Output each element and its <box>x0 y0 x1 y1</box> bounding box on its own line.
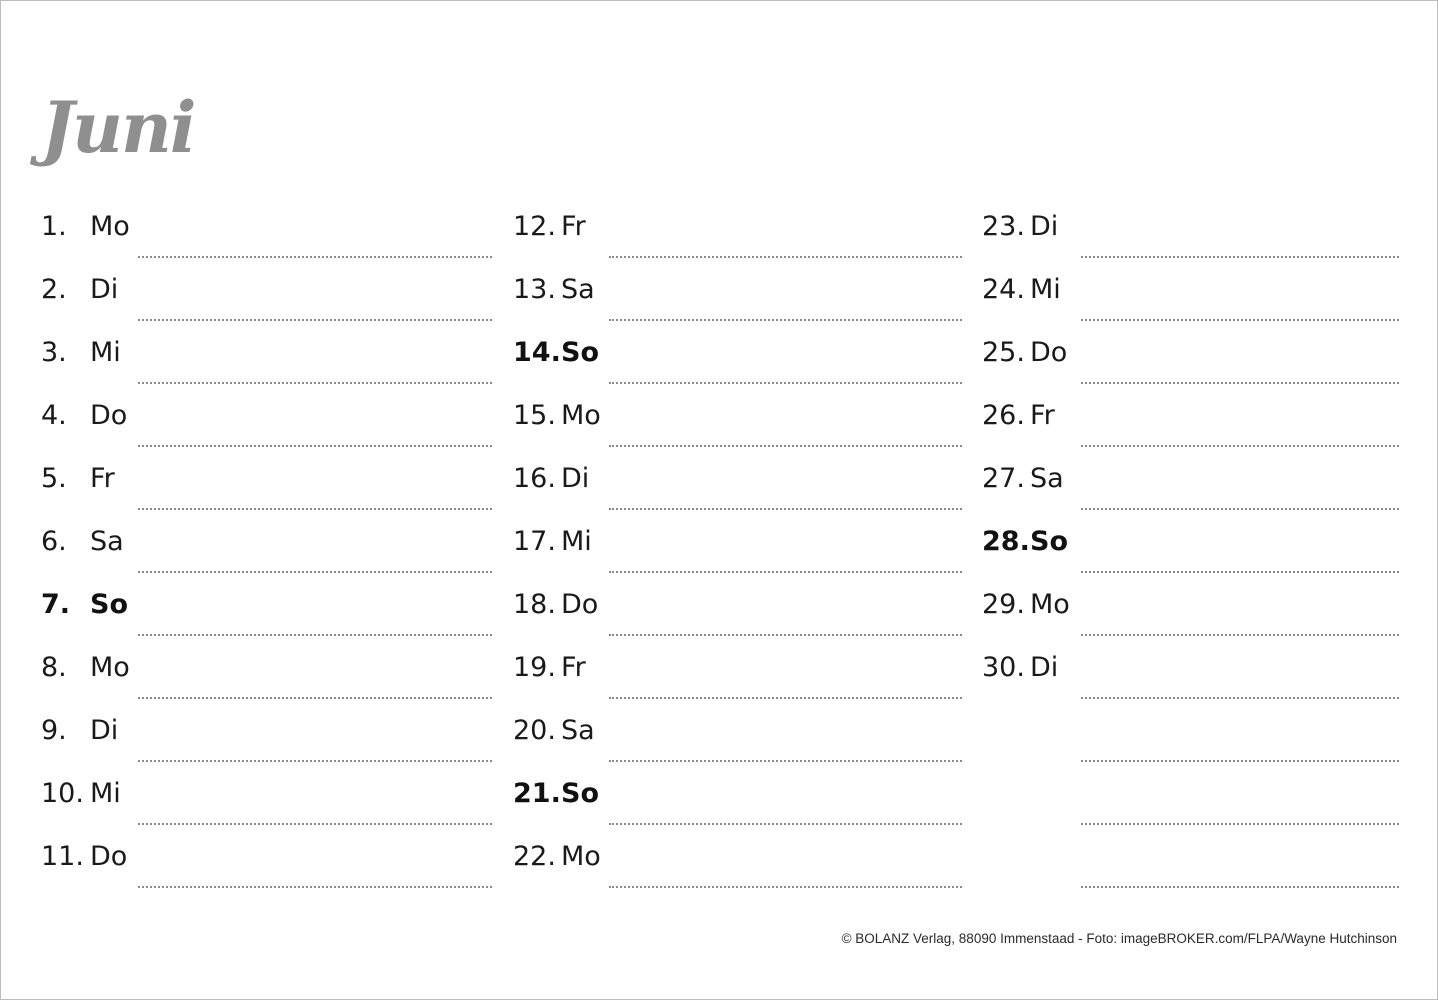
day-number: 5. <box>41 463 67 494</box>
weekday-name: Di <box>561 463 590 494</box>
day-label <box>982 654 1058 681</box>
dotted-writing-line[interactable] <box>138 571 492 573</box>
day-label <box>41 465 115 492</box>
weekday-name: Mo <box>561 400 601 431</box>
month-title: Juni <box>41 86 195 169</box>
day-label <box>513 717 595 744</box>
weekday-name: Sa <box>561 715 595 746</box>
dotted-writing-line[interactable] <box>1081 382 1399 384</box>
day-number: 13. <box>513 274 556 305</box>
day-label <box>41 717 118 744</box>
day-label <box>41 213 130 240</box>
weekday-name: So <box>1030 526 1068 557</box>
dotted-writing-line[interactable] <box>609 508 962 510</box>
day-label <box>41 591 128 618</box>
dotted-writing-line[interactable] <box>1081 634 1399 636</box>
dotted-writing-line[interactable] <box>138 256 492 258</box>
day-number: 3. <box>41 337 67 368</box>
day-number: 1. <box>41 211 67 242</box>
weekday-name: Do <box>90 400 128 431</box>
dotted-writing-line[interactable] <box>609 886 962 888</box>
dotted-writing-line[interactable] <box>138 508 492 510</box>
weekday-name: Di <box>90 274 119 305</box>
day-label <box>513 843 601 870</box>
dotted-writing-line[interactable] <box>138 760 492 762</box>
dotted-writing-line[interactable] <box>138 634 492 636</box>
day-label <box>982 402 1055 429</box>
weekday-name: Do <box>1030 337 1068 368</box>
dotted-writing-line[interactable] <box>609 823 962 825</box>
dotted-writing-line[interactable] <box>609 571 962 573</box>
day-label <box>41 276 118 303</box>
day-label <box>982 276 1061 303</box>
weekday-name: Fr <box>1030 400 1055 431</box>
day-label <box>982 591 1070 618</box>
dotted-writing-line[interactable] <box>1081 445 1399 447</box>
weekday-name: Fr <box>561 652 586 683</box>
day-label <box>982 780 1030 807</box>
dotted-writing-line[interactable] <box>1081 697 1399 699</box>
day-number: 6. <box>41 526 67 557</box>
dotted-writing-line[interactable] <box>609 697 962 699</box>
day-number: 29. <box>982 589 1025 620</box>
weekday-name: Do <box>561 589 599 620</box>
day-number: 27. <box>982 463 1025 494</box>
day-number: 2. <box>41 274 67 305</box>
day-number: 17. <box>513 526 556 557</box>
dotted-writing-line[interactable] <box>1081 571 1399 573</box>
dotted-writing-line[interactable] <box>609 634 962 636</box>
weekday-name: Mo <box>1030 589 1070 620</box>
day-label <box>982 339 1067 366</box>
day-label <box>41 528 124 555</box>
weekday-name: Sa <box>1030 463 1064 494</box>
day-label <box>982 465 1064 492</box>
weekday-name: Sa <box>90 526 124 557</box>
day-number: 19. <box>513 652 556 683</box>
day-label <box>513 276 595 303</box>
dotted-writing-line[interactable] <box>138 697 492 699</box>
weekday-name: So <box>561 337 599 368</box>
dotted-writing-line[interactable] <box>609 760 962 762</box>
weekday-name: So <box>561 778 599 809</box>
day-number: 4. <box>41 400 67 431</box>
dotted-writing-line[interactable] <box>609 319 962 321</box>
day-number: 14. <box>513 337 561 368</box>
dotted-writing-line[interactable] <box>138 319 492 321</box>
day-number: 10. <box>41 778 84 809</box>
dotted-writing-line[interactable] <box>609 382 962 384</box>
weekday-name: Di <box>1030 211 1059 242</box>
weekday-name: Mo <box>561 841 601 872</box>
weekday-name: Fr <box>561 211 586 242</box>
dotted-writing-line[interactable] <box>1081 256 1399 258</box>
day-number: 15. <box>513 400 556 431</box>
dotted-writing-line[interactable] <box>1081 886 1399 888</box>
day-label <box>513 402 601 429</box>
dotted-writing-line[interactable] <box>609 445 962 447</box>
weekday-name: Di <box>1030 652 1059 683</box>
day-label <box>513 654 586 681</box>
day-label <box>513 780 599 807</box>
weekday-name: Fr <box>90 463 115 494</box>
day-number: 25. <box>982 337 1025 368</box>
day-label <box>41 843 127 870</box>
day-number: 12. <box>513 211 556 242</box>
day-number: 18. <box>513 589 556 620</box>
weekday-name: Mo <box>90 652 130 683</box>
day-label <box>41 339 121 366</box>
day-label <box>982 528 1068 555</box>
day-label <box>41 654 130 681</box>
weekday-name: Do <box>90 841 128 872</box>
photo-credit: © BOLANZ Verlag, 88090 Immenstaad - Foto: imageBROKER.com/FLPA/Wayne Hutchinson <box>841 931 1397 946</box>
day-label <box>513 339 599 366</box>
dotted-writing-line[interactable] <box>138 382 492 384</box>
day-number: 16. <box>513 463 556 494</box>
day-label <box>982 843 1030 870</box>
dotted-writing-line[interactable] <box>609 256 962 258</box>
day-number: 22. <box>513 841 556 872</box>
dotted-writing-line[interactable] <box>138 445 492 447</box>
day-number: 9. <box>41 715 67 746</box>
weekday-name: Mi <box>561 526 592 557</box>
weekday-name: Mi <box>90 778 121 809</box>
weekday-name: So <box>90 589 128 620</box>
weekday-name: Mi <box>1030 274 1061 305</box>
day-label <box>513 528 592 555</box>
day-number: 7. <box>41 589 71 620</box>
day-number: 23. <box>982 211 1025 242</box>
dotted-writing-line[interactable] <box>1081 508 1399 510</box>
dotted-writing-line[interactable] <box>1081 760 1399 762</box>
day-label <box>982 213 1058 240</box>
day-number: 11. <box>41 841 84 872</box>
day-label <box>513 465 589 492</box>
day-label <box>41 402 127 429</box>
day-number: 30. <box>982 652 1025 683</box>
day-number: 20. <box>513 715 556 746</box>
day-label <box>982 717 1030 744</box>
day-number: 26. <box>982 400 1025 431</box>
day-label <box>41 780 121 807</box>
day-label <box>513 213 586 240</box>
dotted-writing-line[interactable] <box>138 823 492 825</box>
dotted-writing-line[interactable] <box>138 886 492 888</box>
day-number: 24. <box>982 274 1025 305</box>
weekday-name: Mo <box>90 211 130 242</box>
day-label <box>513 591 598 618</box>
weekday-name: Di <box>90 715 119 746</box>
weekday-name: Mi <box>90 337 121 368</box>
dotted-writing-line[interactable] <box>1081 823 1399 825</box>
dotted-writing-line[interactable] <box>1081 319 1399 321</box>
weekday-name: Sa <box>561 274 595 305</box>
day-number: 8. <box>41 652 67 683</box>
day-number: 28. <box>982 526 1030 557</box>
day-number: 21. <box>513 778 561 809</box>
